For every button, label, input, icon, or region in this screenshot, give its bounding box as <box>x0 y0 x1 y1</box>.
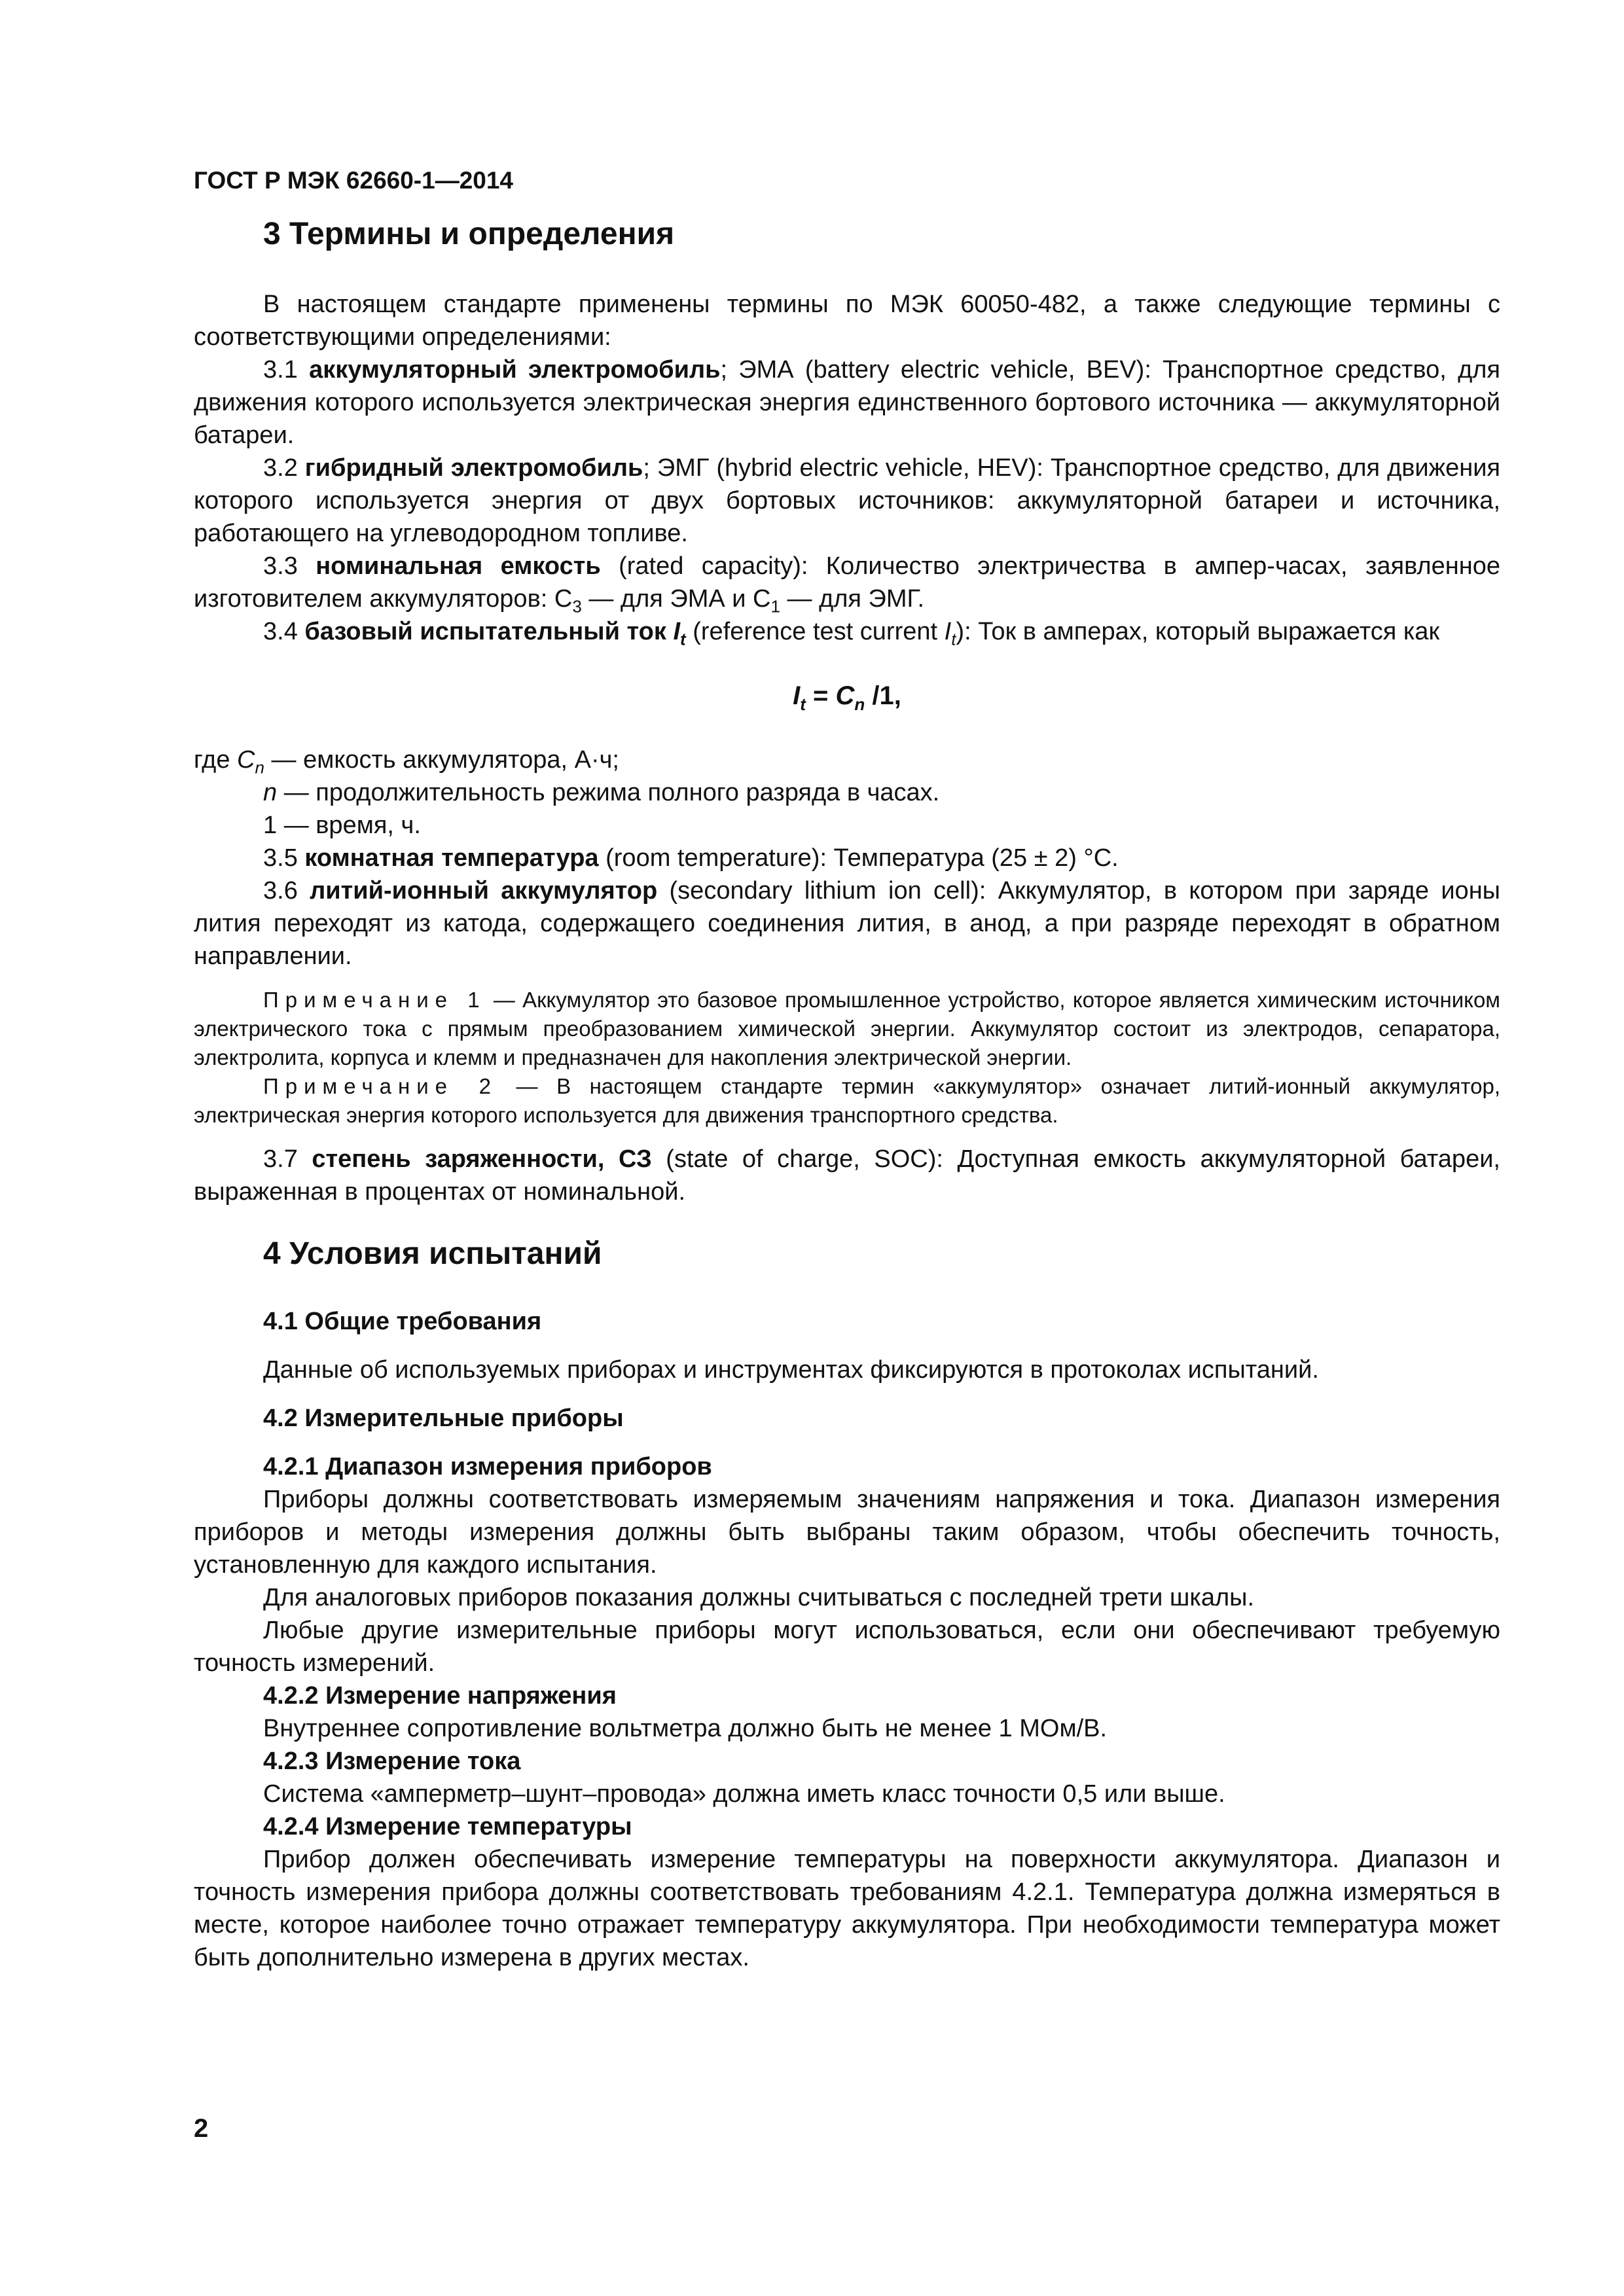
subsection-4-2-2-title: 4.2.2 Измерение напряжения <box>263 1682 617 1710</box>
subscript: n <box>255 757 264 778</box>
term-3-4 <box>194 615 1500 648</box>
term-3-2 <box>194 452 1500 550</box>
formula-tail: /1, <box>865 681 901 710</box>
formula-where-n <box>194 776 1500 809</box>
symbol: I <box>944 618 952 645</box>
section-4-title: 4 Условия испытаний <box>263 1236 602 1271</box>
formula-equals: = <box>805 681 836 710</box>
term-name: гибридный электромобиль <box>304 454 643 482</box>
term-number: 3.4 <box>263 618 305 645</box>
term-name: аккумуляторный электромобиль <box>309 356 721 384</box>
section-3-intro: В настоящем стандарте применены термины по МЭК 60050-482, а также следующие термины с соответствующими определениями: <box>194 291 1500 351</box>
page-number: 2 <box>194 2114 209 2143</box>
term-number: 3.7 <box>263 1145 312 1173</box>
subsection-4-2-1-title: 4.2.1 Диапазон измерения приборов <box>263 1453 712 1480</box>
subsection-4-2-3-title: 4.2.3 Измерение тока <box>263 1748 521 1775</box>
subsection-4-1-text: Данные об используемых приборах и инструментах фиксируются в протоколах испытаний. <box>263 1356 1319 1384</box>
formula-rhs: C <box>835 681 855 710</box>
term-3-1 <box>194 353 1500 452</box>
subsection-4-2-1-paragraph: Приборы должны соответствовать измеряемым значениям напряжения и тока. Диапазон измерения приборов и методы измерения должны быть выбраны таким образом, чтобы обеспечить точность, установленную для каждого испытания. <box>194 1486 1500 1579</box>
notes-block <box>194 986 1500 1130</box>
term-name: степень заряженности, СЗ <box>312 1145 652 1173</box>
subsection-4-1-title: 4.1 Общие требования <box>263 1308 542 1335</box>
where-text: — продолжительность режима полного разряда в часах. <box>277 779 940 806</box>
note-text: — В настоящем стандарте термин «аккумулятор» означает литий-ионный аккумулятор, электрическая энергия которого используется для движения транспортного средства. <box>194 1074 1500 1127</box>
note-2 <box>194 1072 1500 1130</box>
term-name: базовый испытательный ток <box>304 618 674 645</box>
subscript: 3 <box>572 596 582 617</box>
subscript: 1 <box>770 596 780 617</box>
term-name: комнатная температура <box>304 844 599 872</box>
section-3-title: 3 Термины и определения <box>263 217 675 251</box>
subsection-4-2-2-text: Внутреннее сопротивление вольтметра должно быть не менее 1 МОм/В. <box>263 1715 1108 1742</box>
term-number: 3.1 <box>263 356 310 384</box>
term-definition: (state of charge, SOC): Доступная емкость аккумуляторной батареи, выраженная в процентах от номинальной. <box>194 1145 1500 1206</box>
symbol: C <box>237 746 255 774</box>
formula-where-1: 1 — время, ч. <box>263 812 421 839</box>
term-definition-part: — для ЭМГ. <box>780 585 925 613</box>
note-label: Примечание 2 <box>263 1074 497 1098</box>
subsection-4-2-title: 4.2 Измерительные приборы <box>263 1405 624 1432</box>
term-definition: (secondary lithium ion cell): Аккумулятор, в котором при заряде ионы лития переходят из катода, содержащего соединения лития, в анод, а при разряде переходят в обратном направлении. <box>194 877 1500 970</box>
subscript: t <box>951 629 956 649</box>
note-label: Примечание 1 <box>263 988 486 1012</box>
term-name: номинальная емкость <box>316 552 601 580</box>
term-3-3 <box>194 550 1500 615</box>
note-text: — Аккумулятор это базовое промышленное устройство, которое является химическим источником электрического тока с прямым преобразованием химической энергии. Аккумулятор состоит из электродов, сепаратора, электролита, корпуса и клемм и предназначен для накопления электрической энергии. <box>194 988 1500 1069</box>
subsection-4-2-1-paragraph: Для аналоговых приборов показания должны считываться с последней трети шкалы. <box>263 1584 1255 1611</box>
note-1 <box>194 986 1500 1072</box>
formula-rhs-subscript: n <box>854 694 865 714</box>
subsection-4-2-1-paragraph: Любые другие измерительные приборы могут использоваться, если они обеспечивают требуемую точность измерений. <box>194 1617 1500 1677</box>
page-content <box>194 165 1500 1974</box>
document-header: ГОСТ Р МЭК 62660-1—2014 <box>194 167 514 194</box>
formula-lhs-subscript: t <box>800 694 806 714</box>
term-number: 3.6 <box>263 877 310 905</box>
symbol: n <box>263 779 278 806</box>
subsection-4-2-3-text: Система «амперметр–шунт–провода» должна иметь класс точности 0,5 или выше. <box>263 1780 1225 1808</box>
term-definition-part: (rated capacity): Количество электричества в ампер-часах, заявленное изготовителем аккумуляторов: C <box>194 552 1500 613</box>
term-3-7 <box>194 1143 1500 1208</box>
subscript: t <box>680 629 686 649</box>
formula <box>194 679 1500 712</box>
formula-where-cn <box>194 744 1500 776</box>
where-prefix: где <box>194 746 238 774</box>
where-text: — емкость аккумулятора, А·ч; <box>264 746 619 774</box>
term-definition-part: ): Ток в амперах, который выражается как <box>956 618 1440 645</box>
term-number: 3.2 <box>263 454 305 482</box>
subsection-4-2-4-title: 4.2.4 Измерение температуры <box>263 1813 632 1840</box>
term-number: 3.3 <box>263 552 316 580</box>
term-number: 3.5 <box>263 844 305 872</box>
term-3-5 <box>194 842 1500 874</box>
term-definition: (room temperature): Температура (25 ± 2) °С. <box>598 844 1119 872</box>
term-definition-part: (reference test current <box>685 618 945 645</box>
subsection-4-2-4-text: Прибор должен обеспечивать измерение температуры на поверхности аккумулятора. Диапазон и точность измерения прибора должны соответствовать требованиям 4.2.1. Температура должна измеряться в месте, которое наиболее точно отражает температуру аккумулятора. При необходимости температура может быть дополнительно измерена в других местах. <box>194 1846 1500 1971</box>
term-definition: ; ЭМГ (hybrid electric vehicle, HEV): Транспортное средство, для движения которого используется энергия от двух бортовых источников: аккумуляторной батареи и источника, работающего на углеводородном топливе. <box>194 454 1501 547</box>
term-name: литий-ионный аккумулятор <box>310 877 658 905</box>
symbol: I <box>673 618 681 645</box>
term-definition: ; ЭМА (battery electric vehicle, BEV): Транспортное средство, для движения которого используется электрическая энергия единственного бортового источника — аккумуляторной батареи. <box>194 356 1500 449</box>
term-3-6 <box>194 874 1500 973</box>
formula-lhs: I <box>793 681 801 710</box>
term-definition-part: — для ЭМА и C <box>581 585 771 613</box>
